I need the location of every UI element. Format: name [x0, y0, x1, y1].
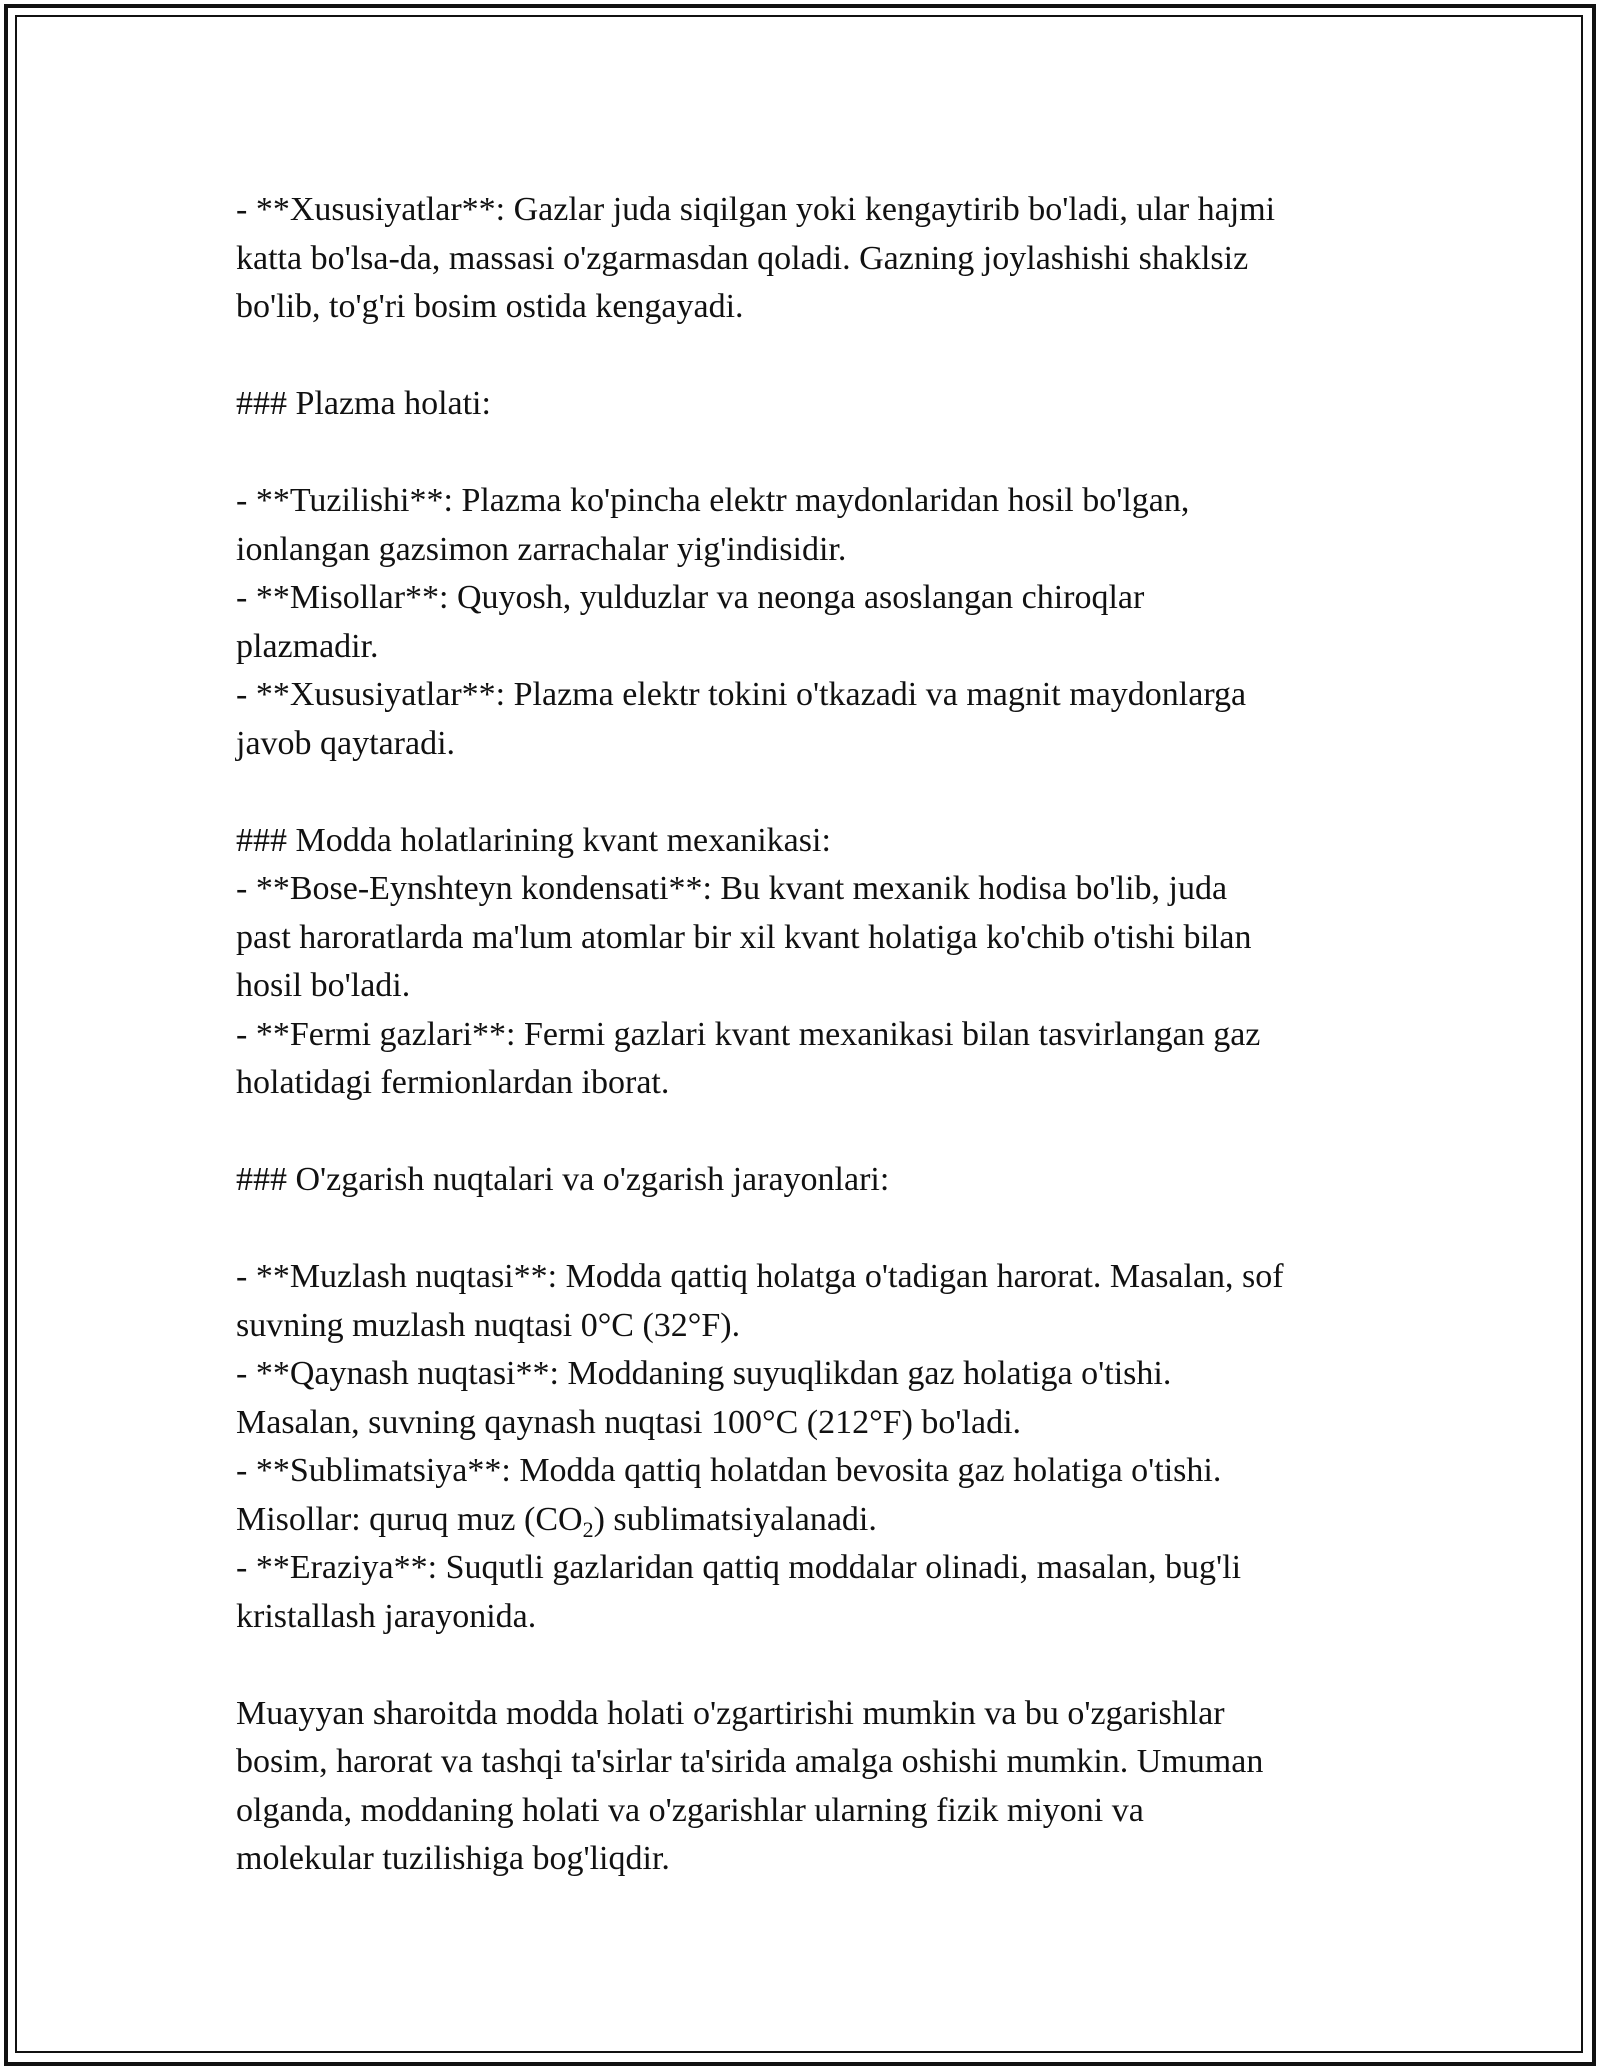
text-line: - **Fermi gazlari**: Fermi gazlari kvant mexanikasi bilan tasvirlangan gaz	[236, 1015, 1261, 1053]
text-line: katta bo'lsa-da, massasi o'zgarmasdan qoladi. Gazning joylashishi shaklsiz	[236, 239, 1249, 277]
text-line: Muayyan sharoitda modda holati o'zgartirishi mumkin va bu o'zgarishlar	[236, 1694, 1225, 1732]
text-line: bosim, harorat va tashqi ta'sirlar ta'sirida amalga oshishi mumkin. Umuman	[236, 1743, 1264, 1780]
text-line: ionlangan gazsimon zarrachalar yig'indisidir.	[236, 530, 847, 568]
section-heading: ### O'zgarish nuqtalari va o'zgarish jarayonlari:	[236, 1161, 890, 1198]
blank-line	[236, 429, 1376, 478]
co2-text-after: ) sublimatsiyalanadi.	[593, 1500, 877, 1538]
text-line: holatidagi fermionlardan iborat.	[236, 1064, 670, 1101]
text-line: - **Tuzilishi**: Plazma ko'pincha elektr maydonlaridan hosil bo'lgan,	[236, 482, 1190, 519]
text-line: javob qaytaradi.	[236, 724, 456, 762]
text-line: past haroratlarda ma'lum atomlar bir xil kvant holatiga ko'chib o'tishi bilan	[236, 918, 1252, 956]
text-line: plazmadir.	[236, 627, 379, 665]
text-line: - **Qaynash nuqtasi**: Moddaning suyuqlikdan gaz holatiga o'tishi.	[236, 1355, 1172, 1392]
co2-subscript: 2	[582, 1516, 594, 1542]
text-line: molekular tuzilishiga bog'liqdir.	[236, 1840, 670, 1877]
blank-line	[236, 1108, 1376, 1157]
text-line: - **Xususiyatlar**: Gazlar juda siqilgan yoki kengaytirib bo'ladi, ular hajmi	[236, 191, 1276, 228]
blank-line	[236, 332, 1376, 381]
section-heading: ### Modda holatlarining kvant mexanikasi:	[236, 821, 831, 859]
text-line: - **Eraziya**: Suqutli gazlaridan qattiq moddalar olinadi, masalan, bug'li	[236, 1549, 1242, 1586]
text-line: - **Muzlash nuqtasi**: Modda qattiq holatga o'tadigan harorat. Masalan, sof	[236, 1258, 1284, 1295]
co2-text-before: Misollar: quruq muz (CO	[236, 1500, 583, 1538]
text-line: - **Misollar**: Quyosh, yulduzlar va neonga asoslangan chiroqlar	[236, 579, 1145, 616]
text-line: kristallash jarayonida.	[236, 1597, 537, 1635]
text-line: olganda, moddaning holati va o'zgarishlar ularning fizik miyoni va	[236, 1791, 1144, 1829]
text-line: suvning muzlash nuqtasi 0°C (32°F).	[236, 1306, 741, 1344]
blank-line	[236, 1641, 1376, 1690]
document-body	[236, 186, 1376, 1884]
text-line: hosil bo'ladi.	[236, 967, 411, 1004]
text-line-co2	[236, 1496, 1376, 1545]
text-line: - **Bose-Eynshteyn kondensati**: Bu kvant mexanik hodisa bo'lib, juda	[236, 870, 1228, 907]
text-line: - **Sublimatsiya**: Modda qattiq holatdan bevosita gaz holatiga o'tishi.	[236, 1452, 1222, 1489]
section-heading: ### Plazma holati:	[236, 385, 491, 422]
blank-line	[236, 768, 1376, 817]
text-line: - **Xususiyatlar**: Plazma elektr tokini o'tkazadi va magnit maydonlarga	[236, 676, 1247, 713]
text-line: bo'lib, to'g'ri bosim ostida kengayadi.	[236, 288, 744, 325]
text-line: Masalan, suvning qaynash nuqtasi 100°C (212°F) bo'ladi.	[236, 1403, 1022, 1441]
blank-line	[236, 1205, 1376, 1254]
